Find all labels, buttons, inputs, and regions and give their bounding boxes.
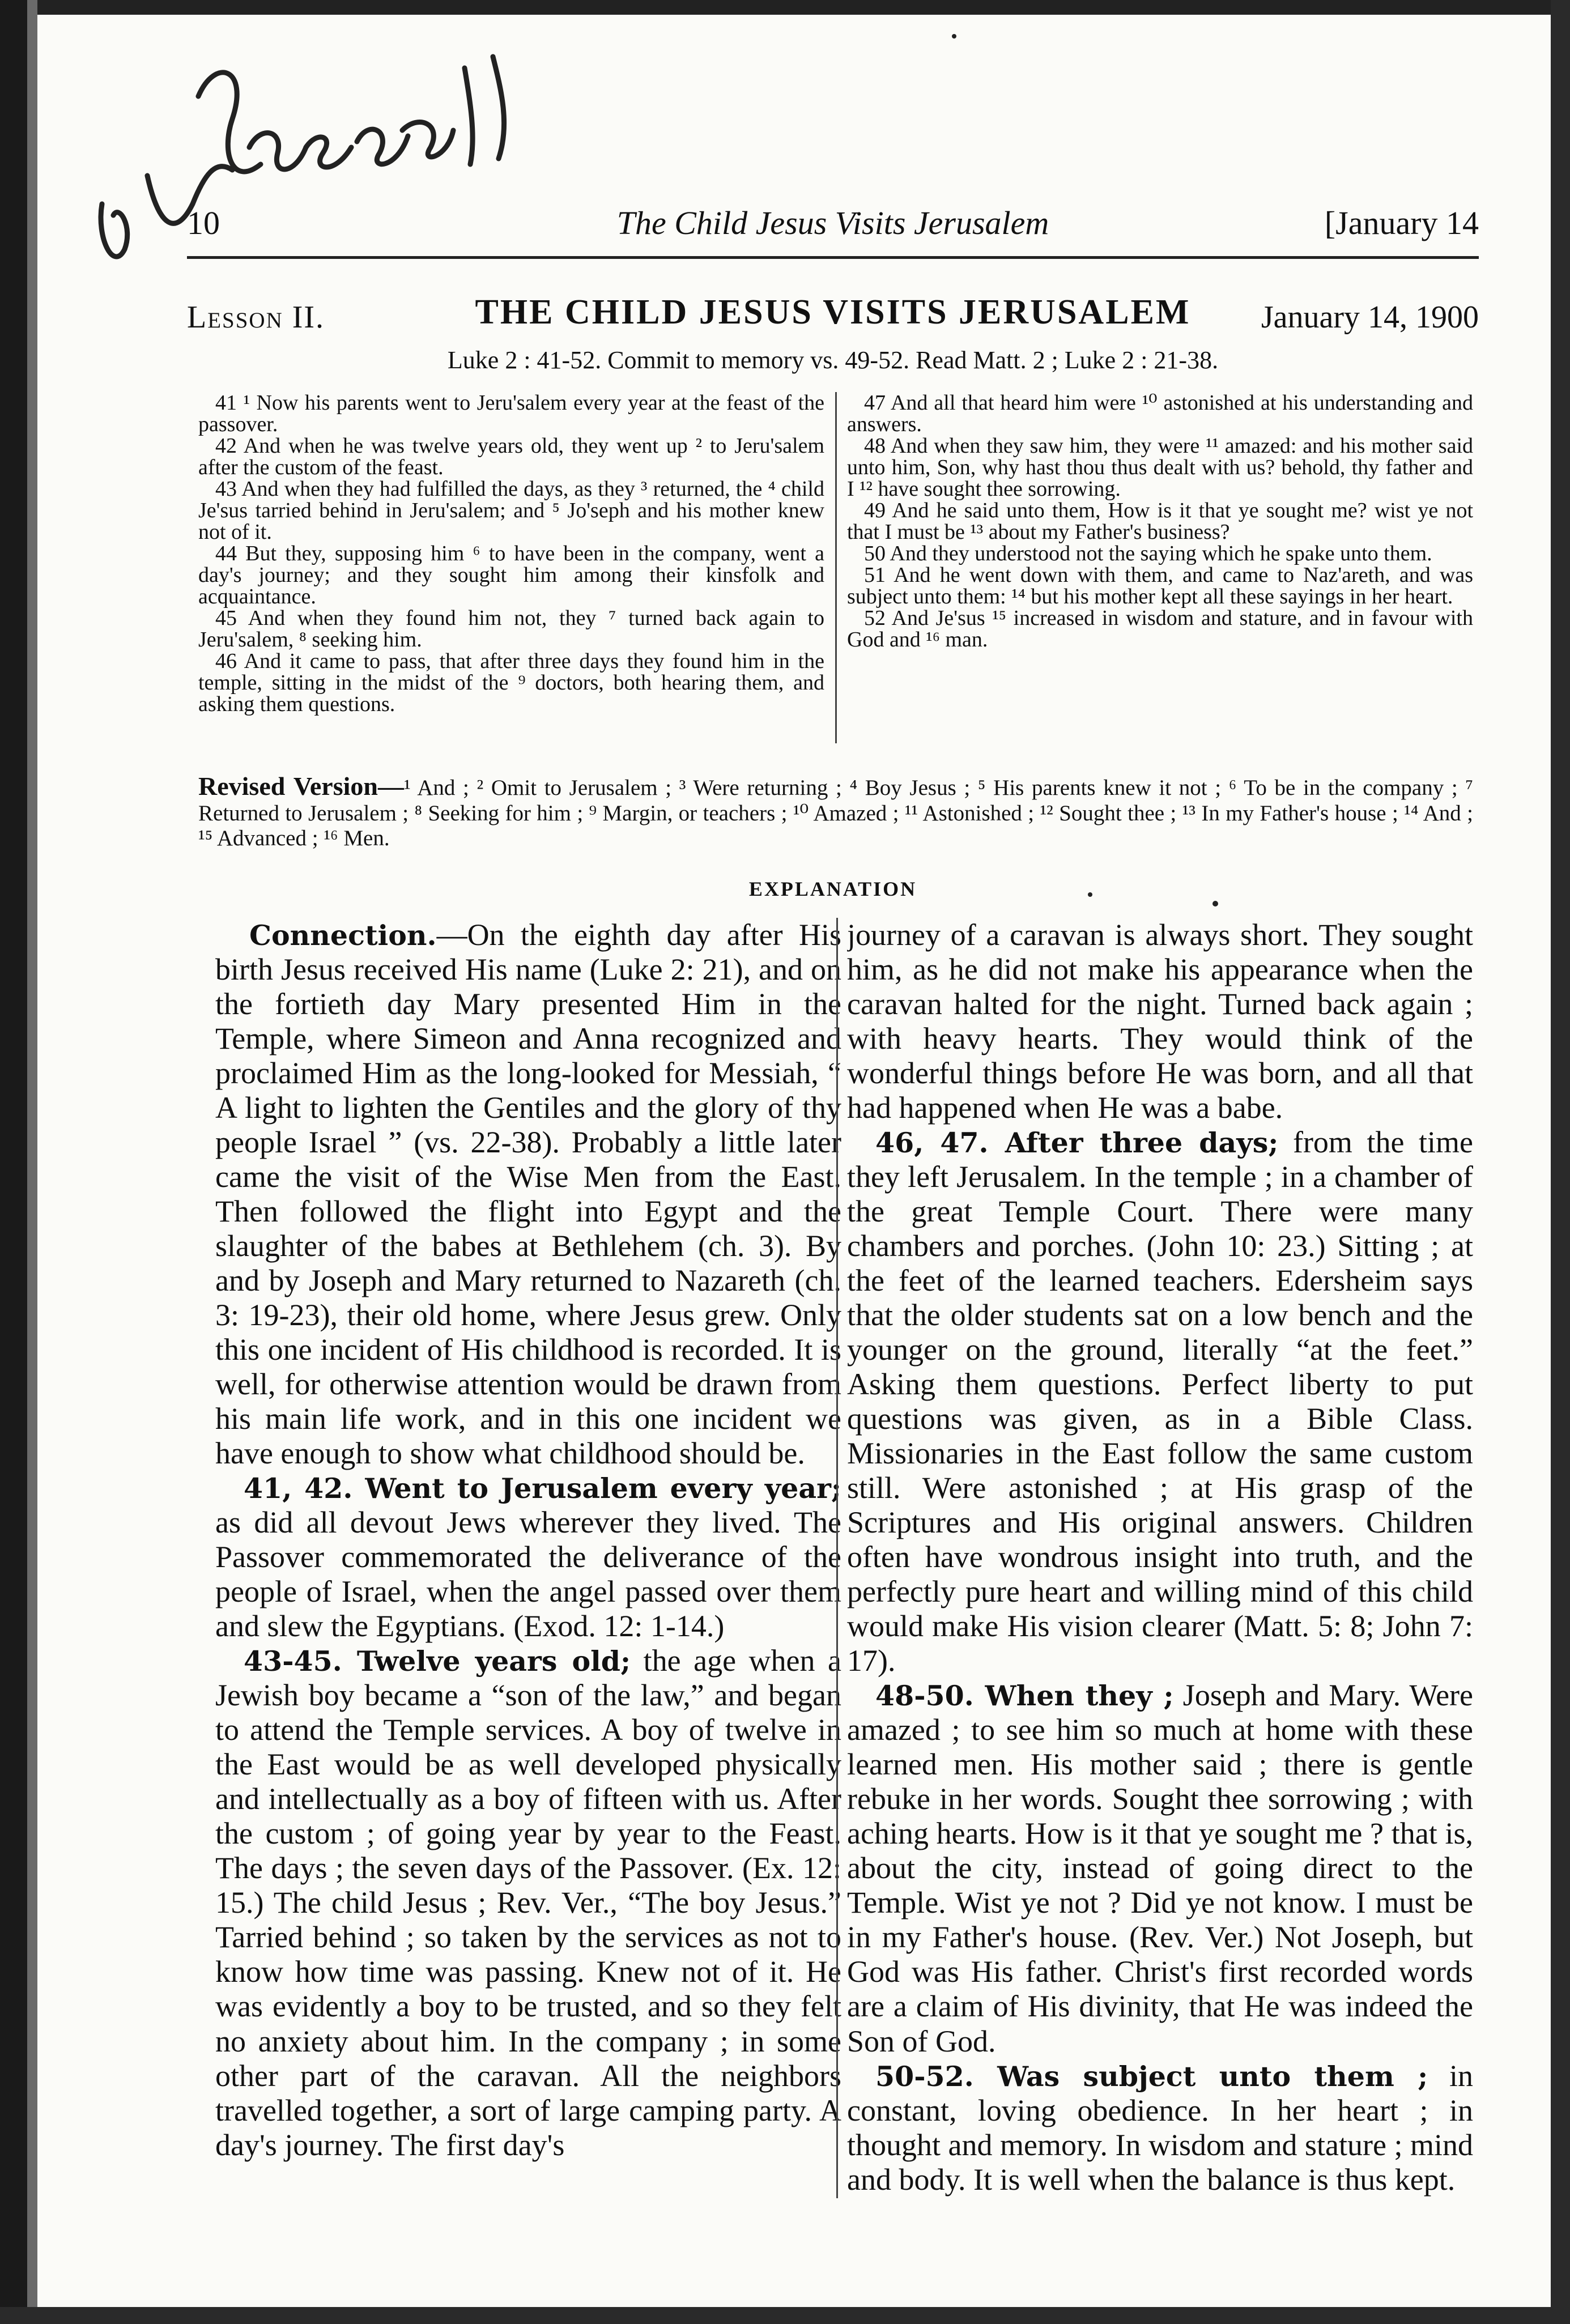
explanation-left-column bbox=[215, 918, 841, 2198]
scripture-divider bbox=[835, 392, 837, 743]
explanation-body: in constant, loving obedience. In her heart ; in thought and memory. In wisdom and stature ; mind and body. It is well when the balance is thus kept. bbox=[847, 2058, 1473, 2197]
explanation-body: journey of a caravan is always short. They sought him, as he did not make his appearance when the caravan halted for the night. Turned back again ; with heavy hearts. They would think of the wonderful things before He was born, and all that had happened when He was a babe. bbox=[847, 918, 1473, 1125]
explanation-paragraph bbox=[215, 918, 841, 1471]
scripture-verse: 48 And when they saw him, they were ¹¹ amazed: and his mother said unto him, Son, why hast thou thus dealt with us? behold, thy father and I ¹² have sought thee sorrowing. bbox=[847, 434, 1473, 501]
scripture-verse: 52 And Je'sus ¹⁵ increased in wisdom and stature, and in favour with God and ¹⁶ man. bbox=[847, 606, 1473, 652]
running-title: The Child Jesus Visits Jerusalem bbox=[616, 205, 1049, 241]
scan-edge-top bbox=[0, 0, 1570, 15]
explanation-body: the age when a Jewish boy became a “son of the law,” and began to attend the Temple services. A boy of twelve in the East would be as well developed physically and intellectually as a boy of fifteen with us. After the custom ; of going year by year to the Feast. The days ; the seven days of the Passover. (Ex. 12: 15.) The child Jesus ; Rev. Ver., “The boy Jesus.” Tarried behind ; so taken by the services as not to know how time was passing. Knew not of it. He was evidently a boy to be trusted, and so they felt no anxiety about him. In the company ; in some other part of the caravan. All the neighbors travelled together, a sort of large camping party. A day's journey. The first day's bbox=[215, 1644, 841, 2162]
scripture-verse: 45 And when they found him not, they ⁷ turned back again to Jeru'salem, ⁸ seeking him. bbox=[198, 606, 824, 652]
scripture-verse: 46 And it came to pass, that after three days they found him in the temple, sitting in the midst of the ⁹ doctors, both hearing them, and asking them questions. bbox=[198, 649, 824, 716]
explanation-divider bbox=[836, 918, 838, 2198]
scripture-verse: 42 And when he was twelve years old, they went up ² to Jeru'salem after the custom of the feast. bbox=[198, 434, 824, 479]
explanation-body: —On the eighth day after His birth Jesus received His name (Luke 2: 21), and on the fortieth day Mary presented Him in the Temple, where Simeon and Anna recognized and proclaimed Him as the long-looked for Messiah, “ A light to lighten the Gentiles and the glory of thy people Israel ” (vs. 22-38). Probably a little later came the visit of the Wise Men from the East. Then followed the flight into Egypt and the slaughter of the babes at Bethlehem (ch. 3). By and by Joseph and Mary returned to Nazareth (ch. 3: 19-23), their old home, where Jesus grew. Only this one incident of His childhood is recorded. It is well, for otherwise attention would be drawn from his main life work, and in this one incident we have enough to show what childhood should be. bbox=[215, 918, 841, 1471]
scan-speck bbox=[1088, 892, 1092, 897]
lesson-title-line bbox=[187, 289, 1479, 340]
page-number: 10 bbox=[187, 205, 220, 241]
explanation-lead: 50-52. Was subject unto them ; bbox=[875, 2059, 1428, 2093]
lesson-number: Lesson II. bbox=[187, 300, 325, 335]
explanation-lead: 46, 47. After three days; bbox=[875, 1126, 1279, 1160]
explanation-paragraph bbox=[215, 1471, 841, 1644]
explanation-lead: 48-50. When they ; bbox=[875, 1679, 1174, 1713]
scripture-left-column bbox=[198, 392, 824, 755]
explanation-lead: 41, 42. Went to Jerusalem every year; bbox=[244, 1472, 841, 1505]
scripture-verse: 51 And he went down with them, and came to Naz'areth, and was subject unto them: ¹⁴ but his mother kept all these sayings in her heart. bbox=[847, 563, 1473, 608]
scan-edge-right bbox=[1551, 0, 1570, 2324]
scan-edge-left bbox=[0, 0, 27, 2324]
explanation-paragraph bbox=[847, 1125, 1473, 1678]
explanation-paragraph bbox=[847, 918, 1473, 1125]
scripture-verse: 44 But they, supposing him ⁶ to have been in the company, went a day's journey; and they sought him among their kinsfolk and acquaintance. bbox=[198, 542, 824, 608]
explanation-lead: Connection. bbox=[249, 919, 437, 952]
scripture-verse: 43 And when they had fulfilled the days, as they ³ returned, the ⁴ child Je'sus tarried behind in Jeru'salem; and ⁵ Jo'seph and his mother knew not of it. bbox=[198, 477, 824, 544]
explanation-paragraph bbox=[215, 1644, 841, 2162]
lesson-title: THE CHILD JESUS VISITS JERUSALEM bbox=[475, 293, 1191, 331]
scripture-verse: 41 ¹ Now his parents went to Jeru'salem every year at the feast of the passover. bbox=[198, 391, 824, 436]
running-date: [January 14 bbox=[1324, 205, 1479, 241]
scripture-verse: 49 And he said unto them, How is it that ye sought me? wist ye not that I must be ¹³ about my Father's business? bbox=[847, 499, 1473, 544]
explanation-paragraph bbox=[847, 2059, 1473, 2197]
revised-version-heading: Revised Version— bbox=[198, 772, 404, 801]
explanation-right-column bbox=[847, 918, 1473, 2198]
scan-speck bbox=[1212, 901, 1218, 906]
revised-version-notes bbox=[198, 772, 1473, 851]
explanation-body: from the time they left Jerusalem. In the temple ; in a chamber of the great Temple Court. There were many chambers and porches. (John 10: 23.) Sitting ; at the feet of the learned teachers. Edersheim says that the older students sat on a low bench and the younger on the ground, literally “at the feet.” Asking them questions. Perfect liberty to put questions was given, as in a Bible Class. Missionaries in the East follow the same custom still. Were astonished ; at His grasp of the Scriptures and His original answers. Children often have wondrous insight into truth, and the perfectly pure heart and willing mind of this child would make His vision clearer (Matt. 5: 8; John 7: 17). bbox=[847, 1125, 1473, 1678]
header-rule bbox=[187, 256, 1479, 259]
scripture-verse: 47 And all that heard him were ¹⁰ astonished at his understanding and answers. bbox=[847, 391, 1473, 436]
explanation-heading: EXPLANATION bbox=[748, 878, 917, 900]
scripture-right-column bbox=[847, 392, 1473, 755]
lesson-date: January 14, 1900 bbox=[1261, 300, 1479, 335]
scan-speck bbox=[952, 34, 956, 39]
explanation-body: as did all devout Jews wherever they lived. The Passover commemorated the deliverance of the people of Israel, when the angel passed over them and slew the Egyptians. (Exod. 12: 1-14.) bbox=[215, 1505, 841, 1644]
explanation-paragraph bbox=[847, 1678, 1473, 2058]
scan-edge-bottom bbox=[0, 2307, 1570, 2324]
explanation-body: Joseph and Mary. Were amazed ; to see him so much at home with these learned men. His mother said ; there is gentle rebuke in her words. Sought thee sorrowing ; with aching hearts. How is it that ye sought me ? that is, about the city, instead of going direct to the Temple. Wist ye not ? Did ye not know. I must be in my Father's house. (Rev. Ver.) Not Joseph, but God was His father. Christ's first recorded words are a claim of His divinity, that He was indeed the Son of God. bbox=[847, 1678, 1473, 2058]
scripture-verse: 50 And they understood not the saying which he spake unto them. bbox=[864, 542, 1432, 565]
running-header bbox=[187, 204, 1479, 249]
explanation-lead: 43-45. Twelve years old; bbox=[244, 1645, 631, 1678]
lesson-references: Luke 2 : 41-52. Commit to memory vs. 49-52. Read Matt. 2 ; Luke 2 : 21-38. bbox=[447, 346, 1219, 374]
scan-edge-left-shadow bbox=[27, 0, 37, 2324]
revised-version-text: ¹ And ; ² Omit to Jerusalem ; ³ Were returning ; ⁴ Boy Jesus ; ⁵ His parents knew it not ; ⁶ To be in the company ; ⁷ Returned to Jerusalem ; ⁸ Seeking for him ; ⁹ Margin, or teachers ; ¹⁰ Amazed ; ¹¹ Astonished ; ¹² Sought thee ; ¹³ In my Father's house ; ¹⁴ And ; ¹⁵ Advanced ; ¹⁶ Men. bbox=[198, 776, 1473, 851]
